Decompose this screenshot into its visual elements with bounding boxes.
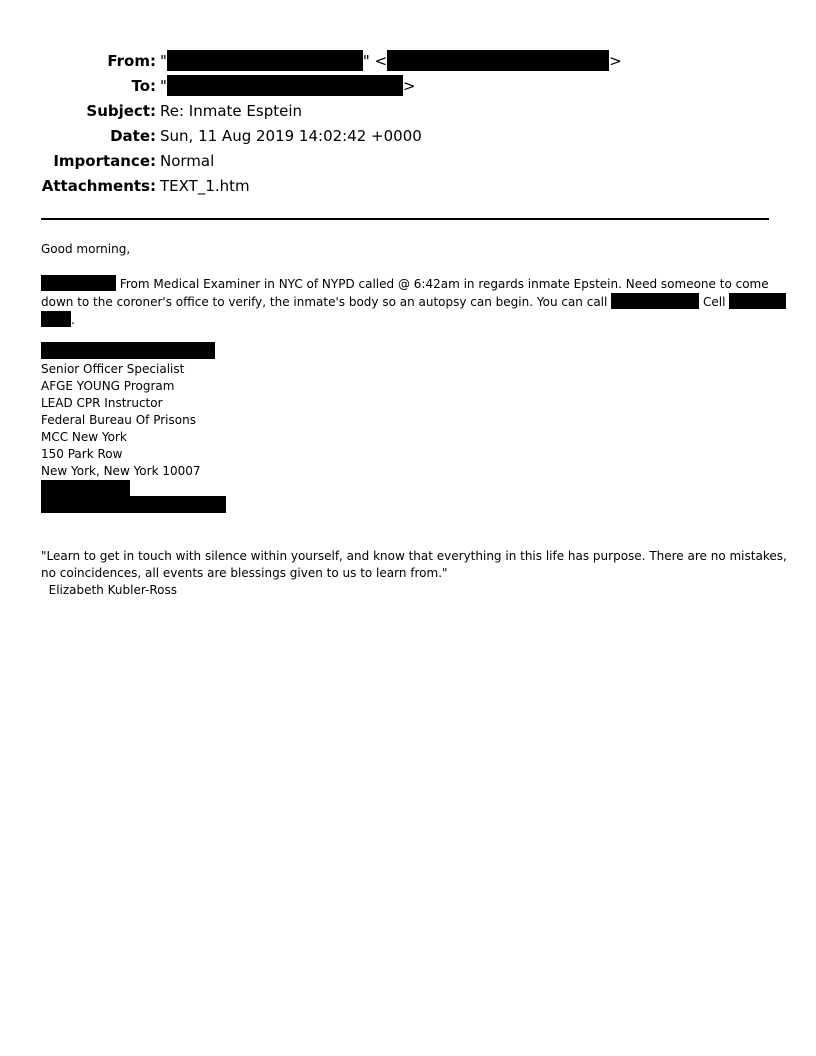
subject-value: Re: Inmate Esptein	[160, 102, 303, 120]
quote-line-2: no coincidences, all events are blessings given to us to learn from."	[41, 566, 448, 580]
redacted-to-recipient	[167, 75, 403, 96]
signature-line: Senior Officer Specialist	[41, 362, 185, 376]
signature-line: Federal Bureau Of Prisons	[41, 413, 196, 427]
to-quote-open: "	[160, 77, 167, 95]
greeting: Good morning,	[41, 242, 131, 256]
to-angle-close: >	[402, 77, 416, 95]
importance-value: Normal	[160, 152, 215, 170]
signature-line: 150 Park Row	[41, 447, 123, 461]
header-divider	[41, 218, 769, 220]
message-line-2	[41, 293, 769, 311]
date-value: Sun, 11 Aug 2019 14:02:42 +0000	[160, 127, 422, 145]
to-value	[160, 74, 415, 98]
signature-line: AFGE YOUNG Program	[41, 379, 175, 393]
from-quote-open: "	[160, 52, 167, 70]
message-line-3	[41, 311, 769, 329]
signature-line: LEAD CPR Instructor	[41, 396, 163, 410]
attachments-value: TEXT_1.htm	[160, 177, 250, 195]
from-angle-close: >	[609, 52, 622, 70]
message-line-1-text: From Medical Examiner in NYC of NYPD called @ 6:42am in regards inmate Epstein. Need someone to come	[116, 277, 769, 291]
message-paragraph	[41, 275, 769, 329]
subject-label: Subject:	[86, 102, 156, 120]
signature-line: New York, New York 10007	[41, 464, 201, 478]
redacted-phone-number	[611, 293, 699, 309]
redacted-from-name	[167, 50, 363, 71]
redacted-caller-name	[41, 275, 116, 291]
date-row	[0, 124, 816, 148]
redacted-signature-phone	[41, 480, 130, 497]
redacted-from-email	[387, 50, 609, 71]
redacted-signature-email	[41, 496, 226, 513]
quote-line-1: "Learn to get in touch with silence within yourself, and know that everything in this life has purpose. There are no mistakes,	[41, 549, 787, 563]
from-label: From:	[107, 52, 156, 70]
closing-quote	[41, 548, 787, 599]
signature-block	[41, 361, 201, 480]
date-label: Date:	[110, 127, 156, 145]
message-period: .	[71, 313, 75, 327]
attachments-row	[0, 174, 816, 198]
from-quote-close: " <	[362, 52, 388, 70]
from-row	[0, 49, 816, 73]
redacted-cell-number-cont	[41, 311, 71, 327]
subject-row	[0, 99, 816, 123]
to-row	[0, 74, 816, 98]
message-line-1	[41, 275, 769, 293]
message-line-2-text: down to the coroner's office to verify, the inmate's body so an autopsy can begin. You can call	[41, 295, 612, 309]
cell-label: Cell	[699, 295, 730, 309]
quote-author: Elizabeth Kubler-Ross	[41, 583, 178, 597]
attachments-label: Attachments:	[41, 177, 156, 195]
importance-row	[0, 149, 816, 173]
signature-line: MCC New York	[41, 430, 127, 444]
from-value	[160, 49, 622, 73]
redacted-cell-number	[729, 293, 786, 309]
redacted-sender-name	[41, 342, 215, 359]
importance-label: Importance:	[53, 152, 156, 170]
to-label: To:	[131, 77, 156, 95]
